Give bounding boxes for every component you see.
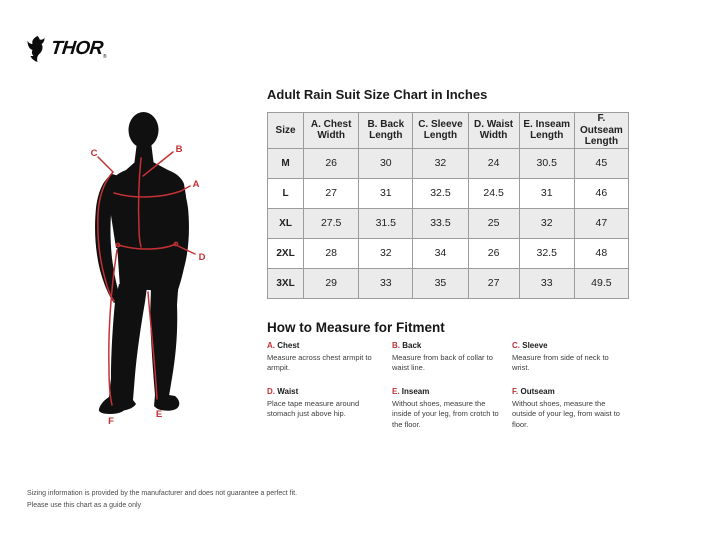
value-cell: 47 bbox=[574, 208, 628, 238]
measure-instructions bbox=[267, 341, 632, 430]
value-cell: 26 bbox=[468, 238, 519, 268]
table-row-l bbox=[268, 178, 629, 208]
value-cell: 25 bbox=[468, 208, 519, 238]
column-header-chest: A. Chest Width bbox=[304, 113, 359, 149]
value-cell: 32.5 bbox=[413, 178, 468, 208]
measure-item-back bbox=[392, 341, 512, 373]
measure-description: Measure across chest armpit to armpit. bbox=[267, 353, 372, 373]
disclaimer-line-2: Please use this chart as a guide only bbox=[27, 501, 142, 509]
table-row-xl bbox=[268, 208, 629, 238]
figure-label-c: C bbox=[90, 148, 98, 159]
measure-letter: D. bbox=[267, 387, 275, 397]
label-pointer-c bbox=[98, 157, 113, 172]
measure-letter: C. bbox=[512, 341, 520, 350]
value-cell: 49.5 bbox=[574, 268, 628, 298]
measure-letter: E. bbox=[392, 387, 400, 397]
column-header-waist: D. Waist Width bbox=[468, 113, 519, 149]
column-header-back: B. Back Length bbox=[359, 113, 413, 149]
column-header-inseam: E. Inseam Length bbox=[519, 113, 574, 149]
value-cell: 29 bbox=[304, 268, 359, 298]
measure-description: Without shoes, measure the outside of your leg, from waist to floor. bbox=[512, 399, 620, 429]
size-table bbox=[267, 112, 629, 299]
value-cell: 32 bbox=[519, 208, 574, 238]
value-cell: 46 bbox=[574, 178, 628, 208]
value-cell: 27 bbox=[468, 268, 519, 298]
measure-description: Place tape measure around stomach just above hip. bbox=[267, 399, 360, 419]
value-cell: 31 bbox=[359, 178, 413, 208]
brand-logo bbox=[27, 36, 107, 62]
measure-name: Back bbox=[402, 341, 422, 350]
figure-label-d: D bbox=[198, 252, 206, 263]
measure-description: Measure from back of collar to waist line. bbox=[392, 353, 493, 373]
value-cell: 32 bbox=[413, 148, 468, 178]
value-cell: 27 bbox=[304, 178, 359, 208]
value-cell: 27.5 bbox=[304, 208, 359, 238]
value-cell: 28 bbox=[304, 238, 359, 268]
figure-label-b: B bbox=[175, 144, 183, 155]
measure-name: Inseam bbox=[401, 387, 430, 397]
value-cell: 33.5 bbox=[413, 208, 468, 238]
table-header-row bbox=[268, 113, 629, 149]
measure-section-title: How to Measure for Fitment bbox=[267, 320, 445, 335]
figure-label-f: F bbox=[108, 416, 114, 427]
value-cell: 33 bbox=[519, 268, 574, 298]
value-cell: 45 bbox=[574, 148, 628, 178]
measure-item-chest bbox=[267, 341, 392, 373]
table-row-2xl bbox=[268, 238, 629, 268]
value-cell: 30.5 bbox=[519, 148, 574, 178]
measure-letter: A. bbox=[267, 341, 275, 350]
measure-description: Without shoes, measure the inside of your leg, from crotch to the floor. bbox=[392, 399, 499, 429]
figure-label-a: A bbox=[192, 179, 200, 190]
value-cell: 33 bbox=[359, 268, 413, 298]
sizing-disclaimer bbox=[27, 488, 297, 511]
measurement-figure bbox=[55, 100, 240, 430]
table-row-m bbox=[268, 148, 629, 178]
goat-head-icon bbox=[27, 36, 48, 62]
size-cell: 3XL bbox=[268, 268, 304, 298]
value-cell: 31.5 bbox=[359, 208, 413, 238]
measure-item-sleeve bbox=[512, 341, 632, 373]
measure-letter: B. bbox=[392, 341, 400, 350]
column-header-size: Size bbox=[268, 113, 304, 149]
size-cell: L bbox=[268, 178, 304, 208]
size-cell: M bbox=[268, 148, 304, 178]
value-cell: 34 bbox=[413, 238, 468, 268]
disclaimer-line-1: Sizing information is provided by the manufacturer and does not guarantee a perfect fit. bbox=[27, 490, 298, 497]
measure-description: Measure from side of neck to wrist. bbox=[512, 353, 609, 373]
value-cell: 48 bbox=[574, 238, 628, 268]
value-cell: 26 bbox=[304, 148, 359, 178]
value-cell: 32.5 bbox=[519, 238, 574, 268]
value-cell: 31 bbox=[519, 178, 574, 208]
column-header-sleeve: C. Sleeve Length bbox=[413, 113, 468, 149]
measure-item-waist bbox=[267, 387, 392, 429]
measure-letter: F. bbox=[512, 387, 519, 397]
size-cell: 2XL bbox=[268, 238, 304, 268]
measure-item-outseam bbox=[512, 387, 632, 429]
table-row-3xl bbox=[268, 268, 629, 298]
size-chart-title: Adult Rain Suit Size Chart in Inches bbox=[267, 87, 488, 102]
measure-name: Sleeve bbox=[522, 341, 548, 350]
value-cell: 24 bbox=[468, 148, 519, 178]
brand-name: THOR bbox=[49, 38, 104, 59]
measure-name: Chest bbox=[277, 341, 300, 350]
measure-name: Outseam bbox=[520, 387, 555, 397]
measure-name: Waist bbox=[277, 387, 299, 397]
size-cell: XL bbox=[268, 208, 304, 238]
value-cell: 24.5 bbox=[468, 178, 519, 208]
value-cell: 30 bbox=[359, 148, 413, 178]
value-cell: 35 bbox=[413, 268, 468, 298]
trademark-symbol: ® bbox=[102, 54, 107, 60]
figure-label-e: E bbox=[155, 409, 163, 420]
column-header-outseam: F. Outseam Length bbox=[574, 113, 628, 149]
value-cell: 32 bbox=[359, 238, 413, 268]
measure-item-inseam bbox=[392, 387, 512, 429]
